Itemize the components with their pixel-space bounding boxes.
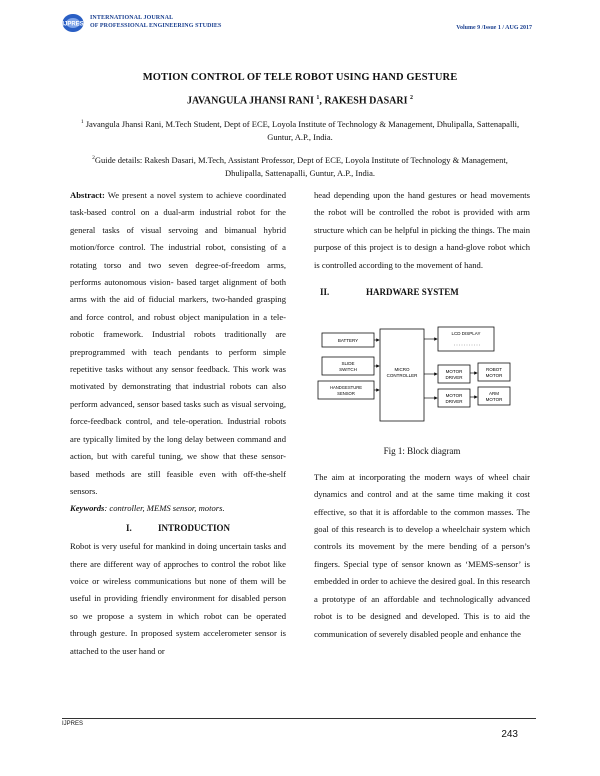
abstract-paragraph <box>70 187 286 500</box>
motor-driver-1-block <box>438 365 470 383</box>
microcontroller-label-1: MICRO <box>394 367 410 373</box>
lcd-display-label: LCD DISPLAY <box>451 331 481 337</box>
right-intro-text: head depending upon the hand gestures or head movements the robot will be controlled the robot is provided with arm structure which can be helpful in picking the things. The main purpose of this project is to design a hand-glove robot which is controlled according to the movement of hand. <box>314 190 530 270</box>
author-1-sup: 1 <box>316 95 320 101</box>
slide-switch-block <box>322 357 374 375</box>
section-2-number: II. <box>320 287 330 298</box>
abstract-text: We present a novel system to achieve coordinated task-based control on a dual-arm industrial robot for the general tasks of visual servoing and bimanual hybrid motion/force control. The industrial robot, consisting of a rotating torso and two seven degree-of-freedom arms, performs autonomous vision- based target alignment of both arms with the aid of fiducial markers, two-handed grasping and force control, and robust object manipulation in a tele-robotic framework. Industrial robots traditionally are preprogrammed with teach pendants to perform simple repetitive tasks without any sensor feedback. This work was motivated by demonstrating that industrial robots can also perform advanced, sensor based tasks such as visual servoing, force-feedback control, and tele-operation. Industrial robots are typically limited by the long delay between command and action, but with careful tuning, we show that these sensor-based methods are still feasible even with off-the-shelf sensors. <box>70 190 286 496</box>
microcontroller-label-2: CONTROLLER <box>386 373 418 379</box>
hand-sensor-label-2: SENSOR <box>337 391 355 397</box>
keywords-paragraph <box>70 500 286 517</box>
affiliation-1-sup: 1 <box>80 119 84 125</box>
block-diagram <box>314 307 530 439</box>
journal-name <box>90 14 221 30</box>
hardware-text: The aim at incorporating the modern ways of wheel chair dynamics and control and at the same time making it cost effective, so that it is affordable to the common masses. The goal of this research is to develop a wheelchair system which controls its movement by the mere bending of a person’s fingers. Special type of sensor known as ‘MEMS-sensor’ is embedded in order to achieve the desired goal. In this research a prototype of an affordable and technologically advanced robot is to be designed and developed. This is to aid the communication of severely disabled people and enhance the <box>314 471 530 639</box>
arm-motor-block <box>478 387 510 405</box>
motor-driver-2-block <box>438 389 470 407</box>
motor-driver-2-label-1: MOTOR <box>445 393 463 399</box>
motor-driver-1-label-2: DRIVER <box>445 375 463 381</box>
figure-caption: Fig 1: Block diagram <box>383 446 461 457</box>
section-2-heading <box>314 284 530 301</box>
author-line <box>0 95 600 106</box>
abstract-label: Abstract: <box>70 190 105 200</box>
slide-switch-label-2: SWITCH <box>339 367 357 373</box>
robot-motor-block <box>478 363 510 381</box>
author-separator: , <box>319 95 325 107</box>
introduction-text: Robot is very useful for mankind in doing uncertain tasks and there are different way of approches to control the robot like voice or wireless communications but none of them will be useful in providing friendly environment for disabled person so we propose a system in which robot can be operated through gesture. In proposed system accelerometer sensor is attached to the user hand or <box>70 541 286 656</box>
journal-logo <box>62 13 84 33</box>
affiliation-2 <box>80 152 520 180</box>
author-1: JAVANGULA JHANSI RANI <box>187 95 314 107</box>
section-1-heading <box>70 520 286 537</box>
svg-text:IJPRES: IJPRES <box>62 21 84 28</box>
battery-label: BATTERY <box>337 338 359 344</box>
hand-sensor-label-1: HANDGESTURE <box>329 385 363 391</box>
author-2: RAKESH DASARI <box>324 95 408 107</box>
affiliation-1-text: Javangula Jhansi Rani, M.Tech Student, Dept of ECE, Loyola Institute of Technology & Management, Dhulipalla, Sattenapalli, Guntur, A.P., India. <box>83 118 520 142</box>
author-2-sup: 2 <box>409 95 413 101</box>
affiliation-2-sup: 2 <box>92 155 95 161</box>
keywords-label: Keywords <box>70 503 105 514</box>
left-column <box>70 187 286 660</box>
right-column <box>314 187 530 643</box>
robot-motor-label-1: ROBOT <box>485 367 503 373</box>
paper-title: MOTION CONTROL OF TELE ROBOT USING HAND GESTURE <box>142 72 458 83</box>
robot-motor-label-2: MOTOR <box>485 373 503 379</box>
section-1-title: INTRODUCTION <box>157 522 230 533</box>
arm-motor-label-1: ARM <box>489 391 499 397</box>
affiliation-1 <box>80 116 520 144</box>
motor-driver-1-label-1: MOTOR <box>445 369 463 375</box>
footer-journal: IJPRES <box>62 721 84 727</box>
volume-info: Volume 9 /Issue 1 / AUG 2017 <box>456 25 532 31</box>
journal-name-line2: OF PROFESSIONAL ENGINEERING STUDIES <box>90 23 222 29</box>
arm-motor-label-2: MOTOR <box>485 397 503 403</box>
journal-header <box>62 12 532 34</box>
journal-name-line1: INTERNATIONAL JOURNAL <box>90 15 174 21</box>
section-2-title: HARDWARE SYSTEM <box>366 287 459 298</box>
footer-divider <box>62 718 536 719</box>
affiliation-2-text: Guide details: Rakesh Dasari, M.Tech, Assistant Professor, Dept of ECE, Loyola Institute of Technology & Management, Dhulipalla, Sattenapalli, Guntur, A.P., India. <box>94 154 508 178</box>
keywords-text: : controller, MEMS sensor, motors. <box>104 503 225 514</box>
page-number: 243 <box>501 729 518 740</box>
motor-driver-2-label-2: DRIVER <box>445 399 463 405</box>
hand-sensor-block <box>318 381 374 399</box>
section-1-number: I. <box>125 522 132 533</box>
slide-switch-label-1: SLIDE <box>341 361 355 367</box>
